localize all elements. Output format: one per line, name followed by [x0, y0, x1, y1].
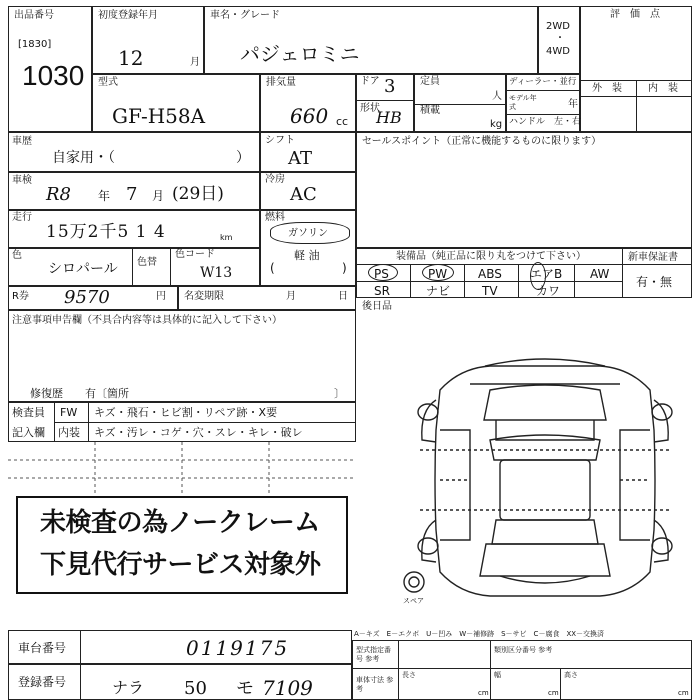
eq-ps-circle [368, 264, 398, 281]
model-value: GF-H58A [112, 104, 206, 128]
spare-label: スペア [403, 597, 424, 605]
width-label: 幅 [494, 671, 501, 679]
int-label: 内装 [58, 426, 80, 439]
new-warranty-label: 新車保証書 [628, 252, 678, 263]
interior-label: 内 装 [648, 83, 678, 94]
fw-label: FW [60, 406, 78, 419]
fuel-light-oil: 軽 油 [294, 249, 320, 262]
chassis-label: 車台番号 [18, 641, 67, 655]
cm-unit-2: cm [548, 689, 559, 697]
category-label: 類別区分番号 参考 [494, 646, 553, 654]
notice-line2: 下見代行サービス対象外 [40, 550, 321, 580]
eq-ps: PS [374, 267, 389, 281]
lot-number: 1030 [22, 60, 85, 91]
eq-navi: ナビ [426, 284, 451, 298]
disp-value: 660 [290, 104, 329, 128]
eq-abs: ABS [478, 267, 502, 281]
cm-unit-1: cm [478, 689, 489, 697]
shift-value: AT [288, 148, 313, 169]
disp-label: 排気量 [266, 77, 296, 88]
inspect-month: 7 [126, 184, 138, 205]
sales-label: セールスポイント（正常に機能するものに限ります） [362, 136, 602, 147]
warranty-value: 有・無 [636, 275, 673, 289]
fuel-label: 燃料 [265, 212, 285, 223]
inspect-year: R8 [46, 184, 72, 205]
name-change-label: 名変期限 [184, 291, 224, 302]
legend-text: A－キズ E－エクボ U－凹み W－補修跡 S－サビ C－腐食 XX－交換済 [354, 630, 605, 638]
door-label: ドア [360, 76, 380, 87]
model-year-unit: 年 [568, 99, 578, 110]
recycle-value: 9570 [64, 287, 110, 308]
load-unit: kg [490, 119, 503, 130]
first-reg-year: 12 [118, 46, 144, 70]
plate-area: ナラ [112, 678, 145, 697]
first-reg-label: 初度登録年月 [98, 10, 158, 21]
capacity-unit: 人 [492, 91, 502, 102]
plate-kana: モ [236, 678, 254, 699]
plate-class: 50 [184, 678, 207, 699]
plate-number: 7109 [262, 676, 313, 700]
report2-label: 車体寸法 参考 [356, 676, 394, 693]
model-year-label: モデル年式 [509, 94, 537, 111]
eq-pw-circle [422, 264, 454, 281]
history-cell [8, 132, 260, 172]
shape-label: 形状 [360, 103, 380, 114]
chassis-value: 0119175 [186, 636, 290, 660]
name-label: 車名・グレード [210, 10, 280, 21]
length-label: 長さ [402, 671, 416, 679]
mileage-label: 走行 [12, 212, 32, 223]
eq-tv: TV [482, 284, 498, 298]
load-label: 積載 [420, 105, 440, 116]
shift-label: シフト [265, 135, 295, 146]
disp-unit: cc [336, 115, 349, 128]
inspect-month-unit: 月 [152, 189, 165, 203]
inspect-label: 車検 [12, 175, 32, 186]
notes-label: 注意事項申告欄（不具合内容等は具体的に記入して下さい） [12, 315, 282, 326]
color-change-label: 色替 [137, 257, 157, 268]
inspect-year-unit: 年 [98, 189, 111, 203]
notice-line1: 未検査の為ノークレーム [40, 508, 320, 538]
drive-2wd: 2WD [546, 21, 570, 32]
rating-label: 評 価 点 [610, 9, 660, 20]
record-label: 記入欄 [12, 426, 45, 439]
color-code-value: W13 [200, 265, 233, 281]
recycle-label: R券 [12, 291, 29, 302]
eq-airbag: エアB [530, 267, 563, 281]
history-close: ） [236, 150, 250, 166]
eq-sr: SR [374, 284, 390, 298]
equipment-label: 装備品（純正品に限り丸をつけて下さい） [396, 251, 586, 262]
cm-unit-3: cm [678, 689, 689, 697]
ac-label: 冷房 [265, 174, 285, 185]
eq-pw: PW [428, 267, 448, 281]
name-change-day: 日 [338, 291, 348, 302]
dashed-grid [8, 442, 358, 494]
door-value: 3 [384, 76, 396, 97]
history-label: 車歴 [12, 136, 32, 147]
lot-small: [1830] [18, 39, 52, 50]
handle-label: ハンドル 左・右 [509, 117, 582, 127]
ac-value: AC [290, 184, 317, 205]
first-reg-month-unit: 月 [190, 57, 200, 68]
plate-label: 登録番号 [18, 675, 67, 689]
rear-seat-label: 後日品 [362, 301, 392, 312]
report1-label: 型式指定番号 参考 [356, 646, 391, 663]
drive-dot: ・ [555, 33, 565, 44]
fw-items: キズ・飛石・ヒビ割・リペア跡・X要 [94, 406, 278, 419]
model-label: 型式 [98, 77, 118, 88]
inspector-label: 検査員 [12, 406, 45, 419]
capacity-label: 定員 [420, 76, 440, 87]
name-value: パジェロミニ [240, 42, 360, 66]
eq-leather: カワ [536, 284, 561, 298]
history-value: 自家用・（ [52, 150, 115, 166]
mileage-value: 15万2千5 1 4 [46, 222, 166, 242]
drive-4wd: 4WD [546, 46, 570, 57]
int-items: キズ・汚レ・コゲ・穴・スレ・キレ・破レ [94, 426, 303, 439]
inspect-day: (29日) [172, 184, 224, 204]
color-value: シロパール [48, 261, 118, 277]
exterior-label: 外 装 [592, 83, 622, 94]
shape-value: HB [376, 108, 402, 127]
recycle-unit: 円 [156, 291, 166, 302]
color-label: 色 [12, 250, 22, 261]
car-diagram [400, 350, 690, 610]
color-code-label: 色コード [175, 249, 215, 260]
dealer-label: ディーラー・並行 [509, 77, 577, 87]
height-label: 高さ [564, 671, 578, 679]
eq-aw: AW [590, 267, 610, 281]
mileage-unit: km [220, 233, 233, 242]
lot-label: 出品番号 [14, 10, 54, 21]
repair-close: 〕 [334, 387, 345, 400]
repair-label: 修復歴 有〔箇所 [30, 387, 129, 400]
name-change-month: 月 [286, 291, 296, 302]
sales-cell [356, 132, 692, 248]
fuel-gasoline: ガソリン [288, 228, 328, 239]
